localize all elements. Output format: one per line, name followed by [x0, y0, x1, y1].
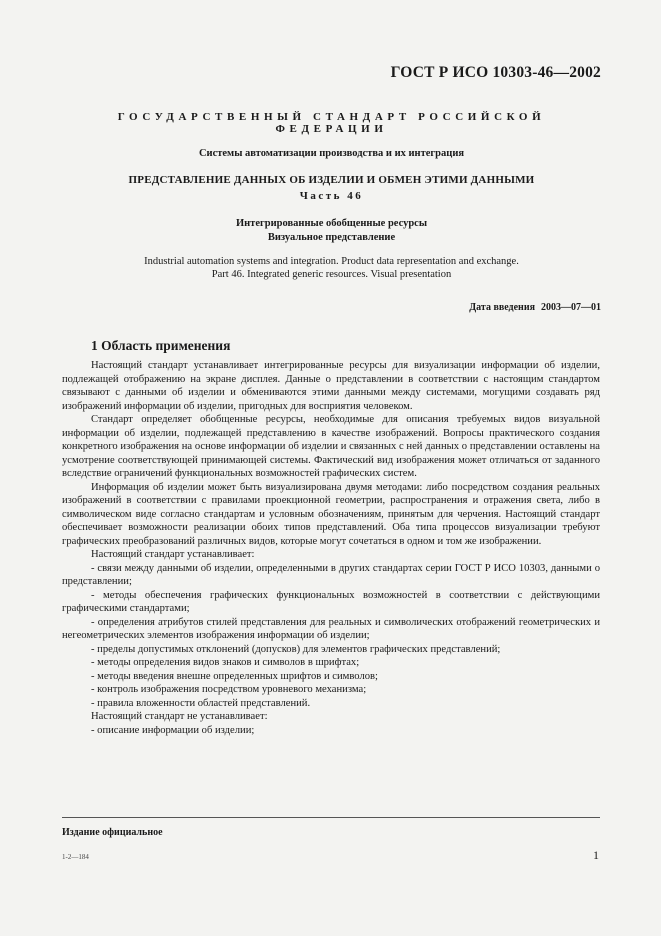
state-standard-heading: ГОСУДАРСТВЕННЫЙ СТАНДАРТ РОССИЙСКОЙ ФЕДЕРАЦИИ — [117, 111, 546, 135]
introduction-date-value: 2003—07—01 — [541, 302, 601, 313]
print-code: 1-2—184 — [62, 853, 89, 861]
paragraph: Настоящий стандарт не устанавливает: — [91, 711, 268, 722]
section-title: 1 Область применения — [91, 338, 231, 353]
english-title-line-1: Industrial automation systems and integration. Product data representation and exchange. — [144, 256, 519, 267]
list-item: - описание информации об изделии; — [91, 724, 255, 736]
list-item: - методы введения внешне определенных шрифтов и символов; — [91, 670, 378, 682]
footer-divider — [62, 817, 600, 818]
list-item: - методы определения видов знаков и символов в шрифтах; — [91, 657, 360, 668]
section-body — [62, 359, 600, 737]
paragraph: Информация об изделии может быть визуализирована двумя методами: либо посредством создания реальных изображений в соответствии с правилами проекционной геометрии, распространения и отражения света, либо в символическом виде согласно стандартам и условным обозначениям, принятым для черчения. Настоящий стандарт обеспечивает возможности реализации обоих типов представлений. Оба типа процессов визуализации требуют графических преобразований различных видов, которые могут сочетаться в одном и том же изображении. — [62, 481, 600, 547]
english-title-line-2: Part 46. Integrated generic resources. Visual presentation — [211, 269, 452, 280]
series-title: Системы автоматизации производства и их интеграция — [198, 148, 465, 159]
document-code: ГОСТ Р ИСО 10303-46—2002 — [390, 64, 601, 81]
list-item: - пределы допустимых отклонений (допусков) для элементов графических представлений; — [91, 643, 501, 655]
subtitle-line-2: Визуальное представление — [267, 232, 396, 243]
page-number: 1 — [593, 848, 599, 862]
list-item: - контроль изображения посредством уровневого механизма; — [91, 684, 367, 695]
paragraph: Стандарт определяет обобщенные ресурсы, необходимые для описания требуемых видов визуальной информации об изделии, подлежащей представлению в качестве изображений. Вопросы практического создания конкретного изображения на основе информации об изделии и связанных с ней данных о представлении оставлены на усмотрение соответствующей принимающей системы. Фактический вид изображения может отличаться от заданного вследствие ограничений функциональных возможностей графических систем. — [62, 414, 600, 479]
document-title: ПРЕДСТАВЛЕНИЕ ДАННЫХ ОБ ИЗДЕЛИИ И ОБМЕН ЭТИМИ ДАННЫМИ — [128, 174, 535, 186]
subtitle-line-1: Интегрированные обобщенные ресурсы — [235, 218, 428, 229]
edition-label: Издание официальное — [62, 827, 163, 838]
list-item: - связи между данными об изделии, определенными в других стандартах серии ГОСТ Р ИСО 10303, данными о представлении; — [62, 562, 600, 587]
list-item: - правила вложенности областей представлений. — [91, 697, 311, 709]
paragraph: Настоящий стандарт устанавливает: — [91, 549, 255, 560]
introduction-date — [469, 302, 601, 313]
part-number: Часть 46 — [299, 190, 364, 202]
introduction-date-label: Дата введения — [469, 302, 535, 313]
list-item: - методы обеспечения графических функциональных возможностей в соответствии с действующими графическими стандартами; — [62, 589, 600, 614]
list-item: - определения атрибутов стилей представления для реальных и символических отображений геометрических и негеометрических элементов изображения информации об изделии; — [62, 616, 600, 641]
paragraph: Настоящий стандарт устанавливает интегрированные ресурсы для визуализации информации об изделии, подлежащей отображению на экране дисплея. Данные о представлении в соответствии с настоящим стандартом связывают с данными об изделии и обмениваются этими данными между системами, могущими создавать ряд изображений информации об изделии, пригодных для восприятия человеком. — [62, 360, 600, 412]
